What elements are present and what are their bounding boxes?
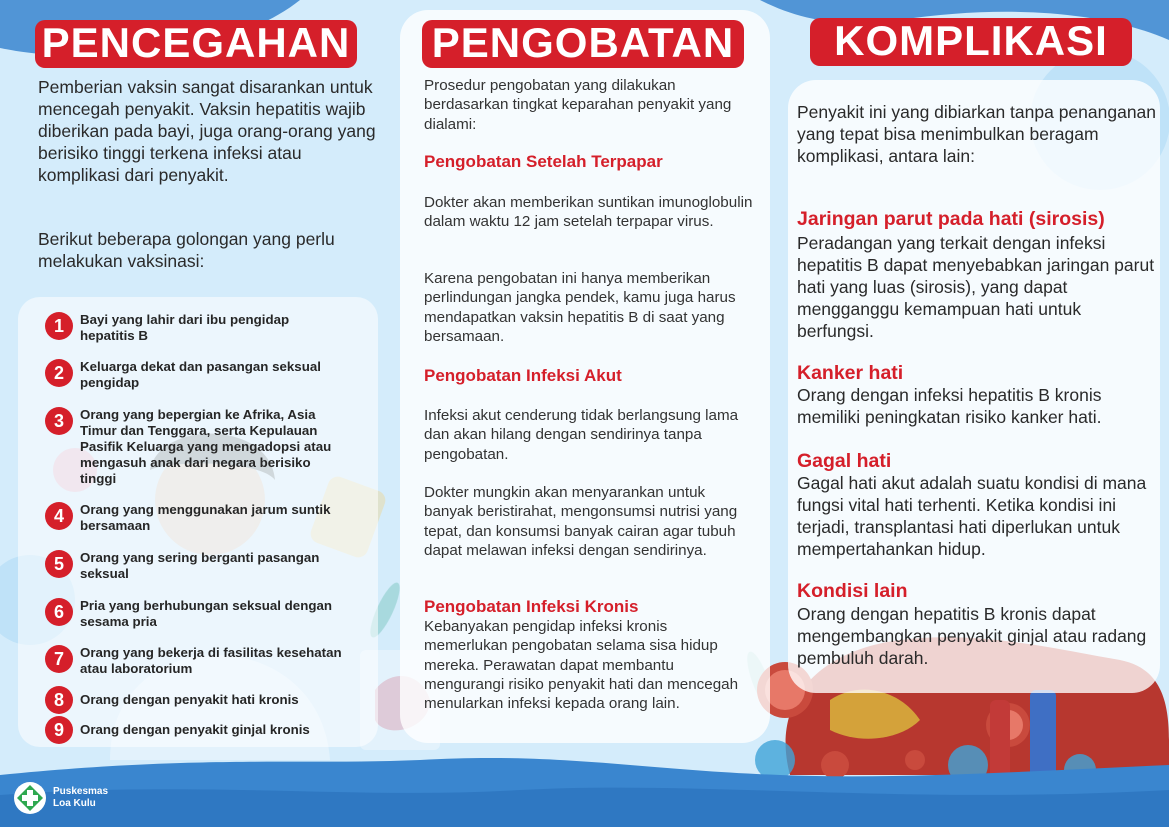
list-item-text: Orang yang bekerja di fasilitas kesehatan atau laboratorium bbox=[80, 645, 342, 676]
pencegahan-intro: Pemberian vaksin sangat disarankan untuk mencegah penyakit. Vaksin hepatitis wajib diberikan pada bayi, juga orang-orang yang berisiko tinggi terkena infeksi atau komplikasi dari penyakit. bbox=[38, 77, 376, 185]
list-item bbox=[45, 359, 345, 391]
list-item bbox=[45, 716, 345, 744]
pengobatan-intro: Prosedur pengobatan yang dilakukan berdasarkan tingkat keparahan penyakit yang dialami: bbox=[424, 77, 732, 133]
list-number-badge: 7 bbox=[45, 645, 73, 673]
list-item-text: Orang yang sering berganti pasangan seksual bbox=[80, 550, 320, 581]
list-item-text: Keluarga dekat dan pasangan seksual pengidap bbox=[80, 359, 321, 390]
setelah-terpapar-p2: Karena pengobatan ini hanya memberikan perlindungan jangka pendek, kamu juga harus mendapatkan vaksin hepatitis B di saat yang bersamaan. bbox=[424, 270, 736, 345]
setelah-terpapar-p1: Dokter akan memberikan suntikan imunoglobulin dalam waktu 12 jam setelah terpapar virus. bbox=[424, 194, 753, 231]
komplikasi-title: KOMPLIKASI bbox=[810, 18, 1132, 66]
list-item bbox=[45, 686, 345, 714]
complication-heading-lain: Kondisi lain bbox=[797, 580, 908, 602]
logo-line-1: Puskesmas bbox=[53, 786, 109, 797]
pencegahan-title: PENCEGAHAN bbox=[35, 20, 357, 68]
list-item-text: Pria yang berhubungan seksual dengan sesama pria bbox=[80, 598, 332, 629]
list-item bbox=[45, 550, 345, 582]
list-number-badge: 3 bbox=[45, 407, 73, 435]
list-item-text: Orang dengan penyakit hati kronis bbox=[80, 692, 299, 707]
list-item bbox=[45, 407, 345, 487]
list-number-badge: 5 bbox=[45, 550, 73, 578]
complication-heading-sirosis: Jaringan parut pada hati (sirosis) bbox=[797, 208, 1105, 230]
list-item bbox=[45, 645, 345, 677]
puskesmas-logo bbox=[13, 781, 108, 815]
pencegahan-subtitle: Berikut beberapa golongan yang perlu melakukan vaksinasi: bbox=[38, 229, 335, 271]
list-item-text: Orang yang menggunakan jarum suntik bersamaan bbox=[80, 502, 331, 533]
complication-text-kanker: Orang dengan infeksi hepatitis B kronis memiliki peningkatan risiko kanker hati. bbox=[797, 385, 1102, 427]
logo-line-2: Loa Kulu bbox=[53, 798, 96, 809]
complication-text-gagal: Gagal hati akut adalah suatu kondisi di mana fungsi vital hati terhenti. Ketika kondisi ini terjadi, transplantasi hati diperlukan untuk mempertahankan hidup. bbox=[797, 473, 1147, 559]
list-item bbox=[45, 312, 345, 344]
section-heading-infeksi-kronis: Pengobatan Infeksi Kronis bbox=[424, 597, 639, 616]
list-item-text: Bayi yang lahir dari ibu pengidap hepatitis B bbox=[80, 312, 290, 343]
infeksi-akut-p2: Dokter mungkin akan menyarankan untuk banyak beristirahat, mengonsumsi nutrisi yang tepat, dan konsumsi banyak cairan agar tubuh dapat melawan infeksi dengan sendirinya. bbox=[424, 484, 738, 559]
list-number-badge: 6 bbox=[45, 598, 73, 626]
list-item-text: Orang dengan penyakit ginjal kronis bbox=[80, 722, 310, 737]
section-heading-setelah-terpapar: Pengobatan Setelah Terpapar bbox=[424, 152, 663, 171]
list-number-badge: 8 bbox=[45, 686, 73, 714]
list-item bbox=[45, 598, 345, 630]
pengobatan-title: PENGOBATAN bbox=[422, 20, 744, 68]
komplikasi-intro: Penyakit ini yang dibiarkan tanpa penanganan yang tepat bisa menimbulkan beragam komplikasi, antara lain: bbox=[797, 102, 1157, 166]
complication-heading-kanker: Kanker hati bbox=[797, 362, 904, 384]
list-number-badge: 4 bbox=[45, 502, 73, 530]
list-number-badge: 2 bbox=[45, 359, 73, 387]
complication-heading-gagal: Gagal hati bbox=[797, 450, 892, 472]
infeksi-kronis-p1: Kebanyakan pengidap infeksi kronis memerlukan pengobatan selama sisa hidup mereka. Perawatan dapat membantu mengurangi risiko penyakit hati dan mencegah menularkan infeksi kepada orang lain. bbox=[424, 618, 739, 713]
list-number-badge: 1 bbox=[45, 312, 73, 340]
infeksi-akut-p1: Infeksi akut cenderung tidak berlangsung lama dan akan hilang dengan sendirinya tanpa pengobatan. bbox=[424, 407, 739, 463]
section-heading-infeksi-akut: Pengobatan Infeksi Akut bbox=[424, 366, 622, 385]
list-number-badge: 9 bbox=[45, 716, 73, 744]
complication-text-sirosis: Peradangan yang terkait dengan infeksi hepatitis B dapat menyebabkan jaringan parut hati yang luas (sirosis), yang dapat mengganggu kemampuan hati untuk berfungsi. bbox=[797, 233, 1155, 341]
puskesmas-emblem-icon bbox=[13, 781, 47, 815]
list-item bbox=[45, 502, 345, 534]
list-item-text: Orang yang bepergian ke Afrika, Asia Timur dan Tenggara, serta Kepulauan Pasifik Keluarga yang mengadopsi atau mengasuh anak dari negara berisiko tinggi bbox=[80, 407, 332, 486]
complication-text-lain: Orang dengan hepatitis B kronis dapat mengembangkan penyakit ginjal atau radang pembuluh darah. bbox=[797, 604, 1147, 668]
